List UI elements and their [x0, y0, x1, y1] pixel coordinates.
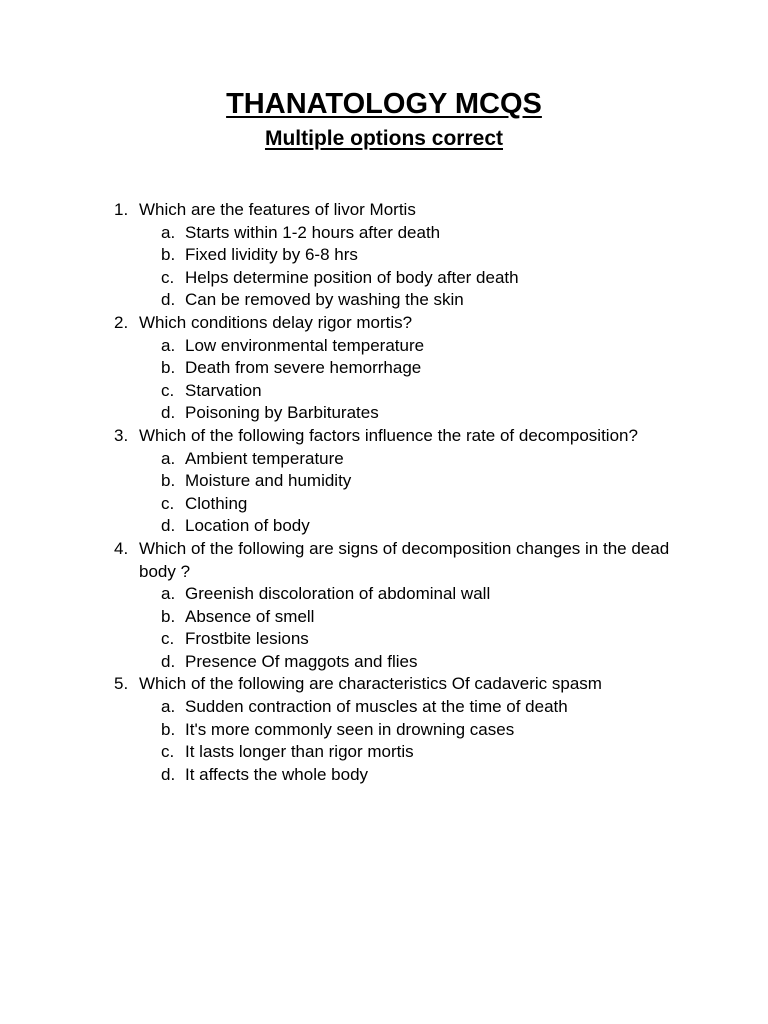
option-letter: d. [161, 516, 176, 536]
option-text: Death from severe hemorrhage [185, 358, 422, 378]
option-letter: a. [161, 448, 176, 468]
option-item [139, 470, 678, 493]
option-text: It lasts longer than rigor mortis [185, 742, 414, 762]
option-item [139, 741, 678, 764]
page-title: THANATOLOGY MCQS [226, 88, 542, 120]
option-letter: b. [161, 719, 176, 739]
question-text: Which of the following are characteristics Of cadaveric spasm [139, 674, 602, 694]
option-letter: a. [161, 335, 176, 355]
option-item [139, 651, 678, 674]
option-text: Helps determine position of body after death [185, 267, 519, 287]
question-item [0, 538, 768, 674]
option-text: Greenish discoloration of abdominal wall [185, 584, 491, 604]
question-item [0, 425, 768, 538]
option-item [139, 719, 678, 742]
option-text: Fixed lividity by 6-8 hrs [185, 245, 358, 265]
option-item [139, 222, 678, 245]
option-letter: b. [161, 245, 176, 265]
option-text: Sudden contraction of muscles at the time of death [185, 697, 568, 717]
option-item [139, 606, 678, 629]
option-item [139, 583, 678, 606]
option-text: It affects the whole body [185, 764, 369, 784]
question-number: 5. [114, 674, 129, 694]
option-item [139, 335, 678, 358]
option-letter: d. [161, 651, 176, 671]
option-letter: c. [161, 493, 175, 513]
question-text: Which conditions delay rigor mortis? [139, 312, 413, 332]
option-item [139, 448, 678, 471]
option-item [139, 380, 678, 403]
option-text: Frostbite lesions [185, 629, 309, 649]
option-text: Can be removed by washing the skin [185, 290, 464, 310]
question-text: Which are the features of livor Mortis [139, 200, 416, 219]
question-text: Which of the following factors influence the rate of decomposition? [139, 425, 638, 445]
option-text: It's more commonly seen in drowning cases [185, 719, 515, 739]
option-item [139, 289, 678, 312]
question-text: Which of the following are signs of decomposition changes in the dead body ? [139, 538, 670, 581]
option-item [139, 402, 678, 425]
option-letter: b. [161, 471, 176, 491]
option-letter: c. [161, 629, 175, 649]
option-list [139, 448, 678, 538]
option-letter: c. [161, 742, 175, 762]
option-text: Poisoning by Barbiturates [185, 403, 379, 423]
option-list [139, 696, 678, 786]
question-number: 2. [114, 312, 129, 332]
option-letter: d. [161, 764, 176, 784]
question-list [0, 199, 768, 786]
option-text: Absence of smell [185, 606, 315, 626]
option-item [139, 764, 678, 787]
option-item [139, 357, 678, 380]
option-letter: c. [161, 380, 175, 400]
question-item [0, 199, 768, 312]
option-item [139, 696, 678, 719]
option-item [139, 267, 678, 290]
question-number: 4. [114, 538, 129, 558]
option-list [139, 583, 678, 673]
option-text: Starvation [185, 380, 262, 400]
question-item [0, 312, 768, 425]
option-text: Moisture and humidity [185, 471, 352, 491]
option-text: Presence Of maggots and flies [185, 651, 418, 671]
option-letter: a. [161, 222, 176, 242]
option-letter: a. [161, 584, 176, 604]
option-letter: d. [161, 403, 176, 423]
option-letter: c. [161, 267, 175, 287]
question-number: 3. [114, 425, 129, 445]
option-text: Clothing [185, 493, 248, 513]
question-number: 1. [114, 200, 129, 219]
option-text: Ambient temperature [185, 448, 344, 468]
option-letter: a. [161, 697, 176, 717]
option-letter: b. [161, 606, 176, 626]
option-item [139, 244, 678, 267]
option-list [139, 222, 678, 312]
option-text: Starts within 1-2 hours after death [185, 222, 441, 242]
page-subtitle: Multiple options correct [264, 127, 503, 150]
option-item [139, 628, 678, 651]
option-text: Low environmental temperature [185, 335, 425, 355]
option-text: Location of body [185, 516, 310, 536]
option-item [139, 515, 678, 538]
question-item [0, 673, 768, 786]
option-letter: d. [161, 290, 176, 310]
option-item [139, 493, 678, 516]
option-letter: b. [161, 358, 176, 378]
option-list [139, 335, 678, 425]
